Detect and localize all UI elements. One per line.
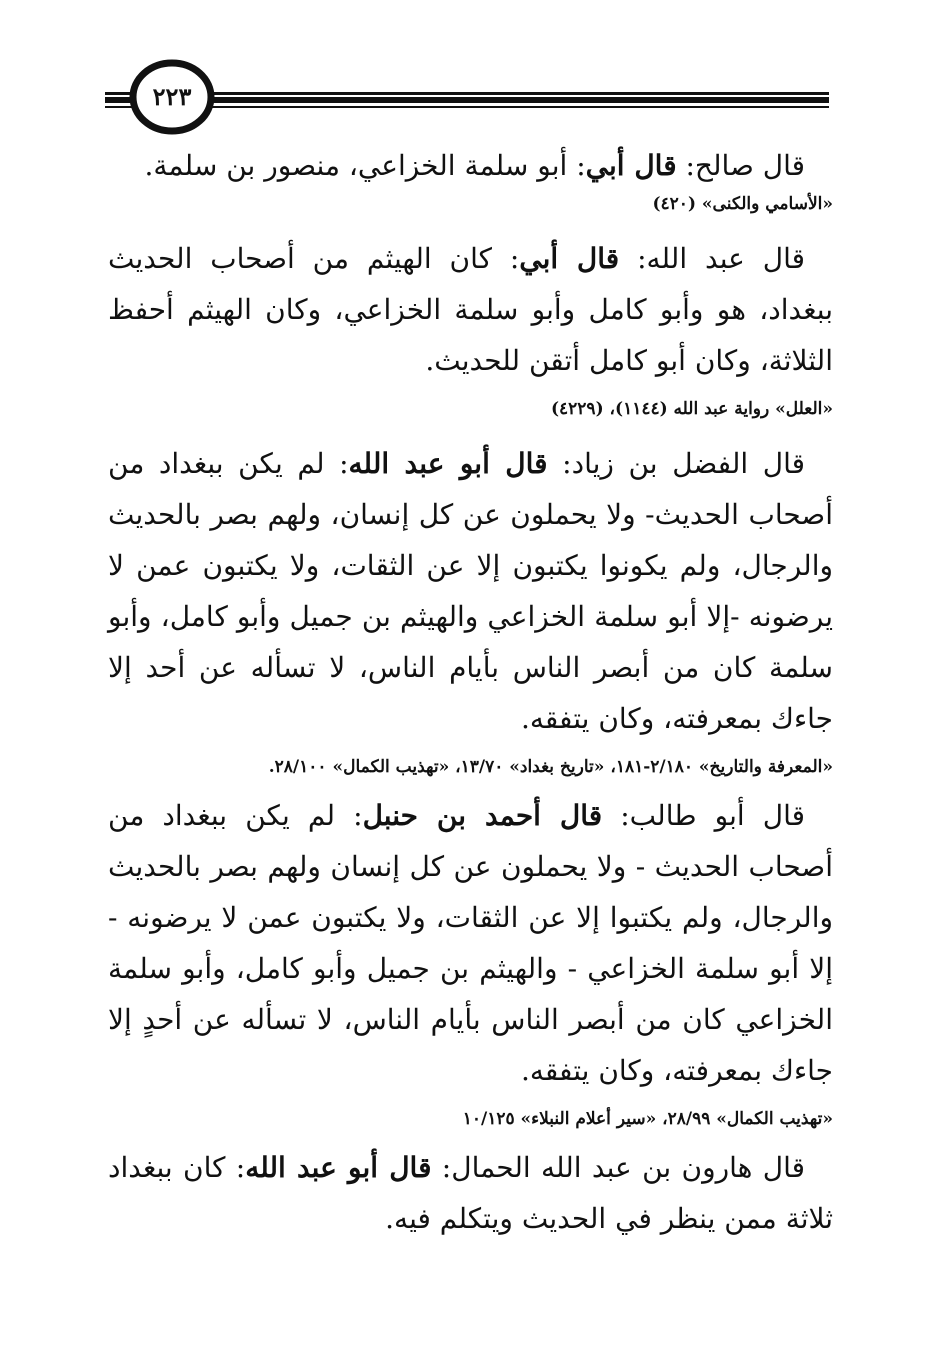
citation-tahdhib: «تهذيب الكمال» ٢٨/٩٩، «سير أعلام النبلاء» ١٠/١٢٥ — [462, 1109, 833, 1129]
header-rule-bottom — [105, 106, 829, 108]
paragraph-abu-talib: قال أبو طالب: قال أحمد بن حنبل: لم يكن ببغداد من أصحاب الحديث - ولا يحملون عن كل إنسان ولهم بصر بالحديث والرجال، ولم يكتبوا إلا عن الثقات، ولا يكتبون عمن لا يرضونه - إلا أبو سلمة الخزاعي - والهيثم بن جميل وأبو كامل، وأبو سلمة الخزاعي كان من أبصر الناس بأيام الناس، لا تسأله عن أحدٍ إلا جاءك بمعرفته، وكان يتفقه. — [108, 799, 833, 1087]
paragraph-abdullah: قال عبد الله: قال أبي: كان الهيثم من أصحاب الحديث ببغداد، هو وأبو كامل وأبو سلمة الخزاعي، وكان الهيثم أحفظ الثلاثة، وكان أبو كامل أتقن للحديث. — [108, 242, 833, 377]
page-content — [108, 140, 833, 1244]
paragraph-harun: قال هارون بن عبد الله الحمال: قال أبو عبد الله: كان ببغداد ثلاثة ممن ينظر في الحديث ويتكلم فيه. — [108, 1151, 833, 1235]
page-number: ٢٢٣ — [152, 82, 192, 111]
page-header — [0, 0, 939, 150]
paragraph-fadl: قال الفضل بن زياد: قال أبو عبد الله: لم يكن ببغداد من أصحاب الحديث- ولا يحملون عن كل إنسان، ولهم بصر بالحديث والرجال، ولم يكونوا يكتبون إلا عن الثقات، ولا يكتبون عمن لا يرضونه -إلا أبو سلمة الخزاعي والهيثم بن جميل وأبو كامل، وأبو سلمة كان من أبصر الناس بأيام الناس، لا تسأله عن أحد إلا جاءك بمعرفته، وكان يتفقه. — [108, 447, 833, 735]
citation-asami: «الأسامي والكنى» (٤٢٠) — [652, 194, 833, 214]
paragraph-saleh: قال صالح: قال أبي: أبو سلمة الخزاعي، منصور بن سلمة. — [144, 149, 805, 182]
citation-ilal: «العلل» رواية عبد الله (١١٤٤)، (٤٢٢٩) — [550, 399, 833, 419]
citation-marifa: «المعرفة والتاريخ» ٢/١٨٠-١٨١، «تاريخ بغداد» ١٣/٧٠، «تهذيب الكمال» ٢٨/١٠٠. — [268, 757, 833, 777]
